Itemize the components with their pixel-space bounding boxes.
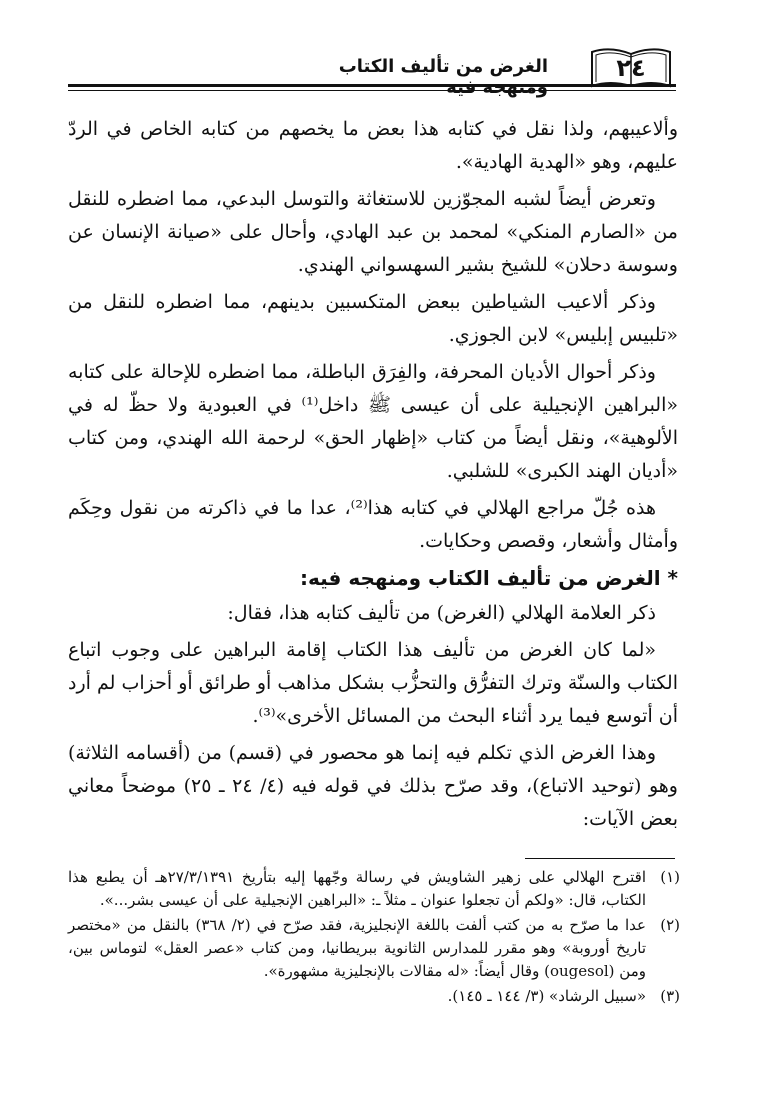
footnote	[68, 914, 680, 983]
quote-paragraph: «لما كان الغرض من تأليف هذا الكتاب إقامة البراهين على وجوب اتباع الكتاب والسنّة وترك التفرُّق والتحزُّب بشكل مذاهب أو طرائق أو أحزاب لم أرد أن أتوسع فيما يرد أثناء البحث من المسائل الأخرى»⁽³⁾.	[68, 639, 678, 727]
footnote-number: (٢)	[660, 916, 680, 934]
page-header	[68, 46, 676, 96]
paragraph: وألاعيبهم، ولذا نقل في كتابه هذا بعض ما يخصهم من كتابه الخاص في الردّ عليهم، وهو «الهدية الهادية».	[68, 118, 678, 173]
footnote-text: «سبيل الرشاد» (٣/ ١٤٤ ـ ١٤٥).	[447, 987, 646, 1005]
footnote	[68, 985, 680, 1008]
paragraph: ذكر العلامة الهلالي (الغرض) من تأليف كتابه هذا، فقال:	[227, 602, 656, 624]
main-text	[68, 113, 678, 840]
footnote-text: اقترح الهلالي على زهير الشاويش في رسالة وجّهها إليه بتأريخ ٢٧/٣/١٣٩١هـ أن يطبع هذا الكتاب، قال: «ولكم أن تجعلوا عنوان ـ مثلاً ـ: «البراهين الإنجيلية على أن عيسى بشر...».	[68, 868, 647, 909]
paragraph: وذكر ألاعيب الشياطين ببعض المتكسبين بدينهم، مما اضطره للنقل من «تلبيس إبليس» لابن الجوزي.	[68, 291, 678, 346]
running-title: الغرض من تأليف الكتاب ومنهجه فيه	[338, 56, 548, 98]
header-rule	[68, 84, 676, 91]
paragraph: وذكر أحوال الأديان المحرفة، والفِرَق الباطلة، مما اضطره للإحالة على كتابه «البراهين الإنجيلية على أن عيسى ﷺ داخل⁽¹⁾ في العبودية ولا حظّ له في الألوهية»، ونقل أيضاً من كتاب «إظهار الحق» لرحمة الله الهندي، ومن كتاب «أديان الهند الكبرى» للشلبي.	[68, 361, 678, 482]
footnote-text: عدا ما صرّح به من كتب ألفت باللغة الإنجليزية، فقد صرّح في (٢/ ٣٦٨) بالنقل من «مختصر تاريخ أوروبة» وهو مقرر للمدارس الثانوية ببريطانيا، ومن كتاب «عصر العقل» لتوماس بين، ومن (ougesol) وقال أيضاً: «له مقالات بالإنجليزية مشهورة».	[68, 916, 647, 980]
paragraph: وهذا الغرض الذي تكلم فيه إنما هو محصور في (قسم) من (أقسامه الثلاثة) وهو (توحيد الاتباع)، وقد صرّح بذلك في قوله فيه (٤/ ٢٤ ـ ٢٥) موضحاً معاني بعض الآيات:	[68, 742, 678, 830]
footnote-number: (١)	[660, 868, 680, 886]
footnote	[68, 866, 680, 912]
page-number: ٢٤	[616, 54, 646, 82]
section-heading: * الغرض من تأليف الكتاب ومنهجه فيه:	[299, 566, 678, 590]
footnote-number: (٣)	[660, 987, 680, 1005]
paragraph: وتعرض أيضاً لشبه المجوّزين للاستغاثة والتوسل البدعي، مما اضطره للنقل من «الصارم المنكي» لمحمد بن عبد الهادي، وأحال على «صيانة الإنسان عن وسوسة دحلان» للشيخ بشير السهسواني الهندي.	[68, 188, 678, 276]
footnote-divider	[525, 858, 675, 859]
footnotes	[68, 866, 680, 1010]
paragraph: هذه جُلّ مراجع الهلالي في كتابه هذا⁽²⁾، عدا ما في ذاكرته من نقول وحِكَم وأمثال وأشعار، وقصص وحكايات.	[68, 497, 678, 552]
